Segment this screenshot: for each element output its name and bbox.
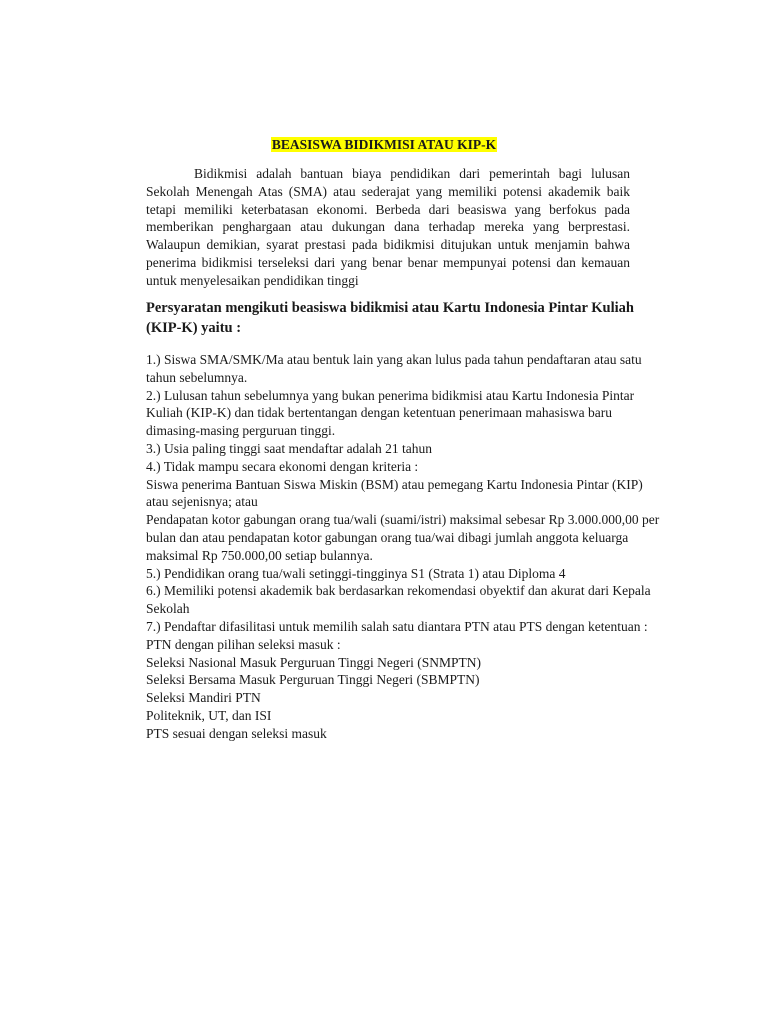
requirements-list (146, 351, 666, 743)
document-title-highlight: BEASISWA BIDIKMISI ATAU KIP-K (271, 137, 497, 152)
list-item: 1.) Siswa SMA/SMK/Ma atau bentuk lain yang akan lulus pada tahun pendaftaran atau satu tahun sebelumnya. (146, 352, 642, 385)
list-item: Seleksi Mandiri PTN (146, 690, 261, 706)
list-item: PTS sesuai dengan seleksi masuk (146, 725, 327, 741)
list-item: 7.) Pendaftar difasilitasi untuk memilih salah satu diantara PTN atau PTS dengan ketentuan : (146, 618, 648, 634)
list-item: Siswa penerima Bantuan Siswa Miskin (BSM) atau pemegang Kartu Indonesia Pintar (KIP) atau sejenisnya; atau (146, 476, 643, 510)
list-item: Pendapatan kotor gabungan orang tua/wali (suami/istri) maksimal sebesar Rp 3.000.000,00 per bulan dan atau pendapatan kotor gabungan orang tua/wai dibagi jumlah anggota keluarga maksimal Rp 750.000,00 setiap bulannya. (146, 512, 660, 563)
list-item: Seleksi Bersama Masuk Perguruan Tinggi Negeri (SBMPTN) (146, 672, 480, 688)
list-item: 6.) Memiliki potensi akademik bak berdasarkan rekomendasi obyektif dan akurat dari Kepala Sekolah (146, 583, 651, 617)
list-item: Politeknik, UT, dan ISI (146, 707, 272, 723)
list-item: 3.) Usia paling tinggi saat mendaftar adalah 21 tahun (146, 440, 433, 456)
intro-paragraph: Bidikmisi adalah bantuan biaya pendidikan dari pemerintah bagi lulusan Sekolah Menengah Atas (SMA) atau sederajat yang memiliki potensi akademik baik tetapi memiliki keterbatasan ekonomi. Berbeda dari beasiswa yang berfokus pada memberikan penghargaan atau dukungan dana terhadap mereka yang berprestasi. Walaupun demikian, syarat prestasi pada bidikmisi ditujukan untuk menjamin bahwa penerima bidikmisi terseleksi dari yang benar benar mempunyai potensi dan kemauan untuk menyelesaikan pendidikan tinggi (146, 166, 630, 288)
list-item: 5.) Pendidikan orang tua/wali setinggi-tingginya S1 (Strata 1) atau Diploma 4 (146, 565, 566, 581)
list-item: PTN dengan pilihan seleksi masuk : (146, 636, 341, 652)
list-item: Seleksi Nasional Masuk Perguruan Tinggi Negeri (SNMPTN) (146, 654, 481, 670)
requirements-heading: Persyaratan mengikuti beasiswa bidikmisi atau Kartu Indonesia Pintar Kuliah (KIP-K) yaitu : (146, 300, 634, 336)
list-item: 2.) Lulusan tahun sebelumnya yang bukan penerima bidikmisi atau Kartu Indonesia Pintar Kuliah (KIP-K) dan tidak bertentangan dengan ketentuan penerimaan mahasiswa baru dimasing-masing perguruan tinggi. (146, 387, 635, 439)
list-item: 4.) Tidak mampu secara ekonomi dengan kriteria : (146, 458, 419, 474)
document-title (0, 137, 768, 153)
